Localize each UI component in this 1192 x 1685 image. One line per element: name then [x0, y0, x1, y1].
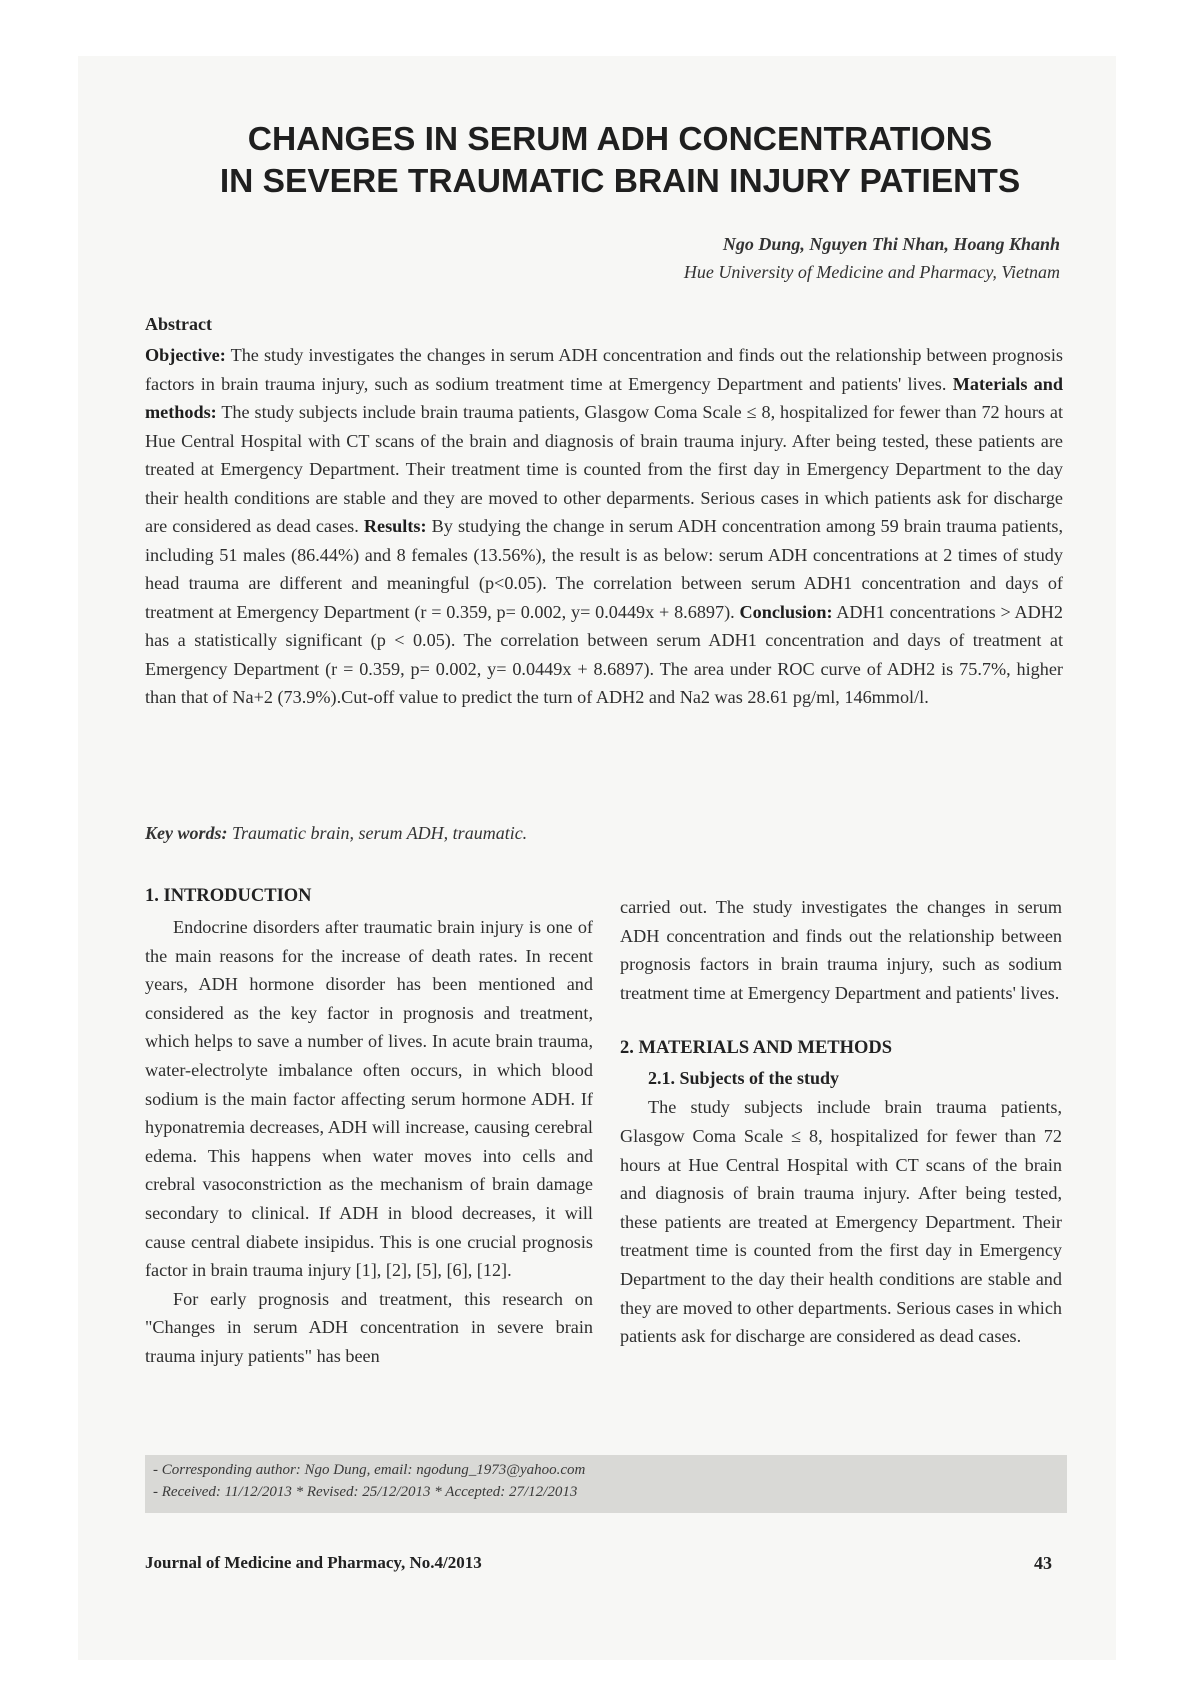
methods-label: Materials and methods: [145, 373, 1063, 422]
paper-title [150, 119, 1090, 203]
author-names: Ngo Dung, Nguyen Thi Nhan, Hoang Khanh [722, 234, 1060, 254]
keywords-label: Key words: [145, 823, 228, 843]
author-block [684, 230, 1060, 286]
intro-paragraph-2: For early prognosis and treatment, this research on "Changes in serum ADH concentration in severe brain trauma injury patients" has been [145, 1288, 593, 1366]
abstract-body [145, 341, 1063, 712]
keywords-text: Traumatic brain, serum ADH, traumatic. [227, 823, 528, 843]
section-gap [620, 1007, 1062, 1035]
methods-text: The study subjects include brain trauma patients, Glasgow Coma Scale ≤ 8, hospitalized for fewer than 72 hours at Hue Central Hospital with CT scans of the brain and diagnosis of brain trauma injury. After being tested, these patients are treated at Emergency Department. Their treatment time is counted from the first day in Emergency Department to the day their health conditions are stable and they are moved to other deparments. Serious cases in which patients ask for discharge are considered as dead cases. [145, 402, 1063, 536]
intro-paragraph-1: Endocrine disorders after traumatic brain injury is one of the main reasons for the increase of death rates. In recent years, ADH hormone disorder has been mentioned and considered as the key factor in prognosis and treatment, which helps to save a number of lives. In acute brain trauma, water-electrolyte imbalance often occurs, in which blood sodium is the main factor affecting serum hormone ADH. If hyponatremia decreases, ADH will increase, causing cerebral edema. This happens when water moves into cells and crebral vasoconstriction as the mechanism of brain damage secondary to clinical. If ADH in blood decreases, it will cause central diabete insipidus. This is one crucial prognosis factor in brain trauma injury [1], [2], [5], [6], [12]. [145, 917, 593, 1281]
page-background [78, 56, 1116, 1660]
correspondence-footnote [145, 1455, 1067, 1513]
conclusion-label: Conclusion: [739, 601, 833, 622]
right-column [620, 893, 1062, 1351]
methods-subheading: 2.1. Subjects of the study [648, 1068, 840, 1089]
journal-footer: Journal of Medicine and Pharmacy, No.4/2013 [145, 1553, 482, 1572]
footnote-dates-line: - Received: 11/12/2013 * Revised: 25/12/2013 * Accepted: 27/12/2013 [153, 1484, 578, 1500]
left-column [145, 883, 593, 1371]
intro-paragraph-3: carried out. The study investigates the changes in serum ADH concentration and finds out the relationship between prognosis factors in brain trauma injury, such as sodium treatment time at Emergency Department and patients' lives. [620, 897, 1062, 1003]
title-line-2: IN SEVERE TRAUMATIC BRAIN INJURY PATIENTS [219, 163, 1021, 200]
results-label: Results: [363, 516, 427, 536]
title-line-1: CHANGES IN SERUM ADH CONCENTRATIONS [247, 121, 993, 158]
keywords [145, 823, 527, 844]
page-number: 43 [1034, 1553, 1052, 1573]
author-affiliation: Hue University of Medicine and Pharmacy, Vietnam [683, 262, 1060, 282]
results-text: By studying the change in serum ADH concentration among 59 brain trauma patients, including 51 males (86.44%) and 8 females (13.56%), the result is as below: serum ADH concentrations at 2 times of study head trauma are different and meaningful (p<0.05). The correlation between serum ADH1 concentration and days of treatment at Emergency Department (r = 0.359, p= 0.002, y= 0.0449x + 8.6897). [145, 516, 1064, 622]
footnote-author-line: - Corresponding author: Ngo Dung, email: ngodung_1973@yahoo.com [153, 1462, 586, 1478]
abstract-heading: Abstract [145, 314, 212, 334]
methods-paragraph-1: The study subjects include brain trauma patients, Glasgow Coma Scale ≤ 8, hospitalized for fewer than 72 hours at Hue Central Hospital with CT scans of the brain and diagnosis of brain trauma injury. After being tested, these patients are treated at Emergency Department. Their treatment time is counted from the first day in Emergency Department to the day their health conditions are stable and they are moved to other departments. Serious cases in which patients ask for discharge are considered as dead cases. [620, 1097, 1062, 1347]
intro-heading: 1. INTRODUCTION [145, 886, 312, 906]
objective-label: Objective: [145, 345, 226, 365]
methods-heading: 2. MATERIALS AND METHODS [620, 1038, 893, 1059]
objective-text: The study investigates the changes in serum ADH concentration and finds out the relationship between prognosis factors in brain trauma injury, such as sodium treatment time at Emergency Department and patients' lives. [145, 345, 1063, 394]
conclusion-text: ADH1 concentrations > ADH2 has a statistically significant (p < 0.05). The correlation between serum ADH1 concentration and days of treatment at Emergency Department (r = 0.359, p= 0.002, y= 0.0449x + 8.6897). The area under ROC curve of ADH2 is 75.7%, higher than that of Na+2 (73.9%).Cut-off value to predict the turn of ADH2 and Na2 was 28.61 pg/ml, 146mmol/l. [145, 601, 1063, 707]
